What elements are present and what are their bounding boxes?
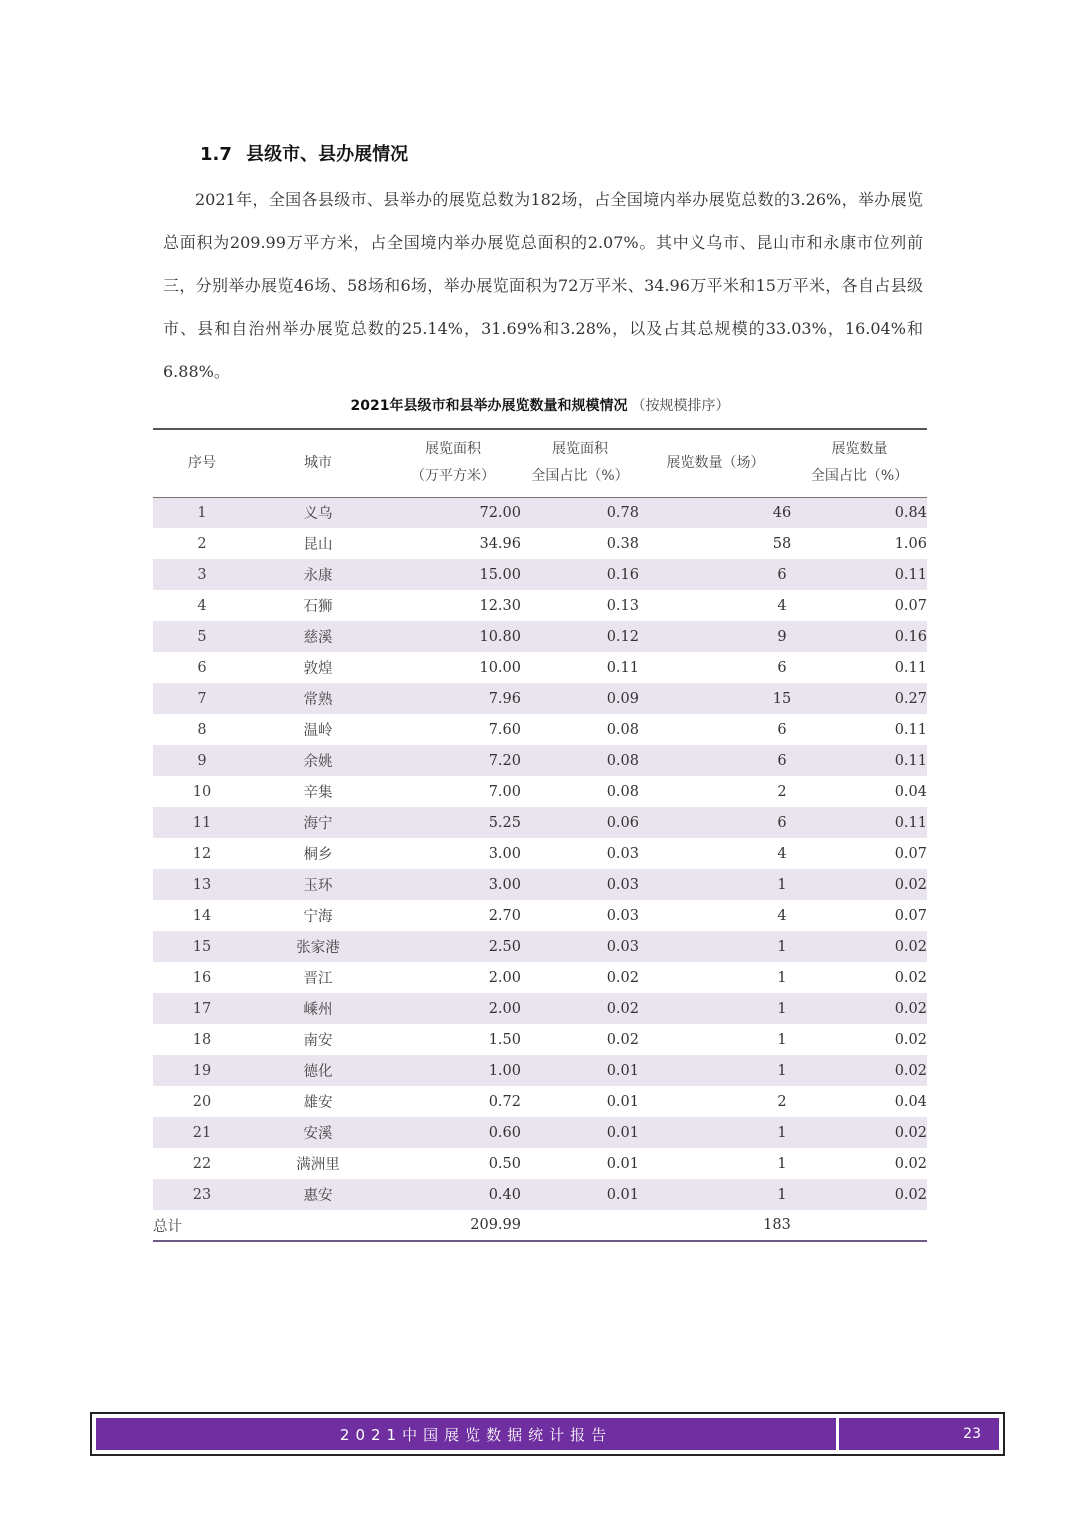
table-caption — [0, 395, 1080, 415]
cell-city: 宁海 — [303, 909, 333, 925]
cell-count-pct: 1.06 — [894, 535, 927, 552]
table-row — [153, 714, 927, 745]
cell-area: 7.96 — [488, 690, 521, 707]
cell-area: 7.20 — [488, 752, 521, 769]
table-row — [153, 1117, 927, 1148]
cell-area: 3.00 — [488, 845, 521, 862]
cell-index: 15 — [192, 938, 212, 955]
table-caption-note: （按规模排序） — [631, 398, 730, 414]
cell-count-value: 1 — [777, 938, 787, 955]
cell-area-pct: 0.01 — [606, 1186, 639, 1203]
cell-index: 13 — [192, 876, 212, 893]
footer-bar — [96, 1418, 999, 1450]
cell-city: 温岭 — [303, 723, 333, 739]
cell-count-value: 4 — [777, 845, 787, 862]
cell-area-pct: 0.08 — [606, 721, 639, 738]
table-row — [153, 1148, 927, 1179]
cell-index: 11 — [192, 814, 212, 831]
cell-count — [639, 683, 792, 714]
cell-area-pct: 0.01 — [606, 1124, 639, 1141]
section-title: 县级市、县办展情况 — [246, 144, 409, 165]
table-row — [153, 807, 927, 838]
body-paragraph: 2021年，全国各县级市、县举办的展览总数为182场，占全国境内举办展览总数的3.26%，举办展览总面积为209.99万平方米，占全国境内举办展览总面积的2.07%。其中义乌市、昆山市和永康市位列前三，分别举办展览46场、58场和6场，举办展览面积为72万平米、34.96万平米和15万平米，各自占县级市、县和自治州举办展览总数的25.14%，31.69%和3.28%，以及占其总规模的33.03%，16.04%和6.88%。 — [163, 190, 923, 381]
cell-area-pct: 0.02 — [606, 969, 639, 986]
total-count-pct-empty — [792, 1210, 927, 1241]
cell-count — [639, 652, 792, 683]
cell-index: 3 — [197, 566, 207, 583]
cell-count — [639, 900, 792, 931]
table-row — [153, 993, 927, 1024]
cell-count-pct: 0.02 — [894, 969, 927, 986]
table-row — [153, 528, 927, 559]
cell-area: 7.00 — [488, 783, 521, 800]
cell-area: 0.60 — [488, 1124, 521, 1141]
cell-city: 雄安 — [303, 1095, 333, 1111]
cell-count-value: 46 — [772, 504, 792, 521]
table-total-row — [153, 1210, 927, 1241]
header-city: 城市 — [251, 429, 385, 497]
cell-area: 7.60 — [488, 721, 521, 738]
header-area-pct-line1: 展览面积 — [552, 441, 608, 458]
cell-count — [639, 1179, 792, 1210]
table-row — [153, 683, 927, 714]
cell-count — [639, 590, 792, 621]
cell-area-pct: 0.03 — [606, 845, 639, 862]
table-row — [153, 1179, 927, 1210]
cell-index: 17 — [192, 1000, 212, 1017]
cell-count-pct: 0.02 — [894, 1186, 927, 1203]
table-row — [153, 652, 927, 683]
table-row — [153, 838, 927, 869]
cell-area: 10.00 — [479, 659, 521, 676]
total-city-empty — [251, 1210, 385, 1241]
cell-count-value: 2 — [777, 783, 787, 800]
table-header-row — [153, 429, 927, 497]
table-body — [153, 497, 927, 1241]
cell-area-pct: 0.08 — [606, 783, 639, 800]
cell-area: 72.00 — [479, 504, 521, 521]
cell-count-pct: 0.07 — [894, 907, 927, 924]
cell-count-value: 1 — [777, 1062, 787, 1079]
cell-count-pct: 0.02 — [894, 876, 927, 893]
cell-count-value: 58 — [772, 535, 792, 552]
cell-count — [639, 838, 792, 869]
cell-index: 22 — [192, 1155, 212, 1172]
header-count-pct-line1: 展览数量 — [831, 441, 888, 458]
cell-count-pct: 0.11 — [894, 721, 927, 738]
header-index: 序号 — [153, 429, 251, 497]
cell-area-pct: 0.78 — [606, 504, 639, 521]
header-count: 展览数量（场） — [639, 429, 792, 497]
table-row — [153, 776, 927, 807]
cell-count-pct: 0.02 — [894, 1124, 927, 1141]
cell-area-pct: 0.08 — [606, 752, 639, 769]
cell-city: 惠安 — [303, 1188, 333, 1204]
cell-count-value: 1 — [777, 1031, 787, 1048]
cell-area: 0.50 — [488, 1155, 521, 1172]
cell-area-pct: 0.13 — [606, 597, 639, 614]
section-number: 1.7 — [200, 144, 232, 165]
cell-count-pct: 0.16 — [894, 628, 927, 645]
table-row — [153, 559, 927, 590]
cell-count — [639, 1024, 792, 1055]
cell-area-pct: 0.09 — [606, 690, 639, 707]
table-row — [153, 869, 927, 900]
cell-area-pct: 0.16 — [606, 566, 639, 583]
header-area-pct-line2: 全国占比（%） — [531, 468, 629, 485]
total-area-pct-empty — [521, 1210, 639, 1241]
cell-count-value: 1 — [777, 969, 787, 986]
cell-city: 桐乡 — [303, 847, 333, 863]
cell-city: 昆山 — [303, 537, 333, 553]
cell-area-pct: 0.02 — [606, 1031, 639, 1048]
cell-area: 1.00 — [488, 1062, 521, 1079]
table-row — [153, 1086, 927, 1117]
page-footer — [90, 1412, 1005, 1456]
header-area-pct — [521, 429, 639, 497]
cell-city: 余姚 — [303, 754, 333, 770]
cell-count — [639, 559, 792, 590]
cell-index: 20 — [192, 1093, 212, 1110]
cell-count-pct: 0.02 — [894, 938, 927, 955]
total-count-value: 183 — [763, 1217, 791, 1233]
cell-count-value: 9 — [777, 628, 787, 645]
cell-area-pct: 0.03 — [606, 907, 639, 924]
cell-count-value: 6 — [777, 814, 787, 831]
cell-count-pct: 0.84 — [894, 504, 927, 521]
cell-count — [639, 776, 792, 807]
table-row — [153, 900, 927, 931]
cell-area-pct: 0.02 — [606, 1000, 639, 1017]
cell-city: 张家港 — [296, 940, 340, 956]
cell-count-pct: 0.11 — [894, 752, 927, 769]
cell-city: 常熟 — [303, 692, 333, 708]
header-count-pct-line2: 全国占比（%） — [810, 468, 909, 485]
cell-count — [639, 1148, 792, 1179]
header-count-pct — [792, 429, 927, 497]
cell-index: 8 — [197, 721, 207, 738]
header-area — [385, 429, 521, 497]
cell-index: 5 — [197, 628, 207, 645]
cell-city: 慈溪 — [303, 630, 333, 646]
table-row — [153, 1024, 927, 1055]
cell-index: 16 — [192, 969, 212, 986]
cell-index: 18 — [192, 1031, 212, 1048]
cell-area-pct: 0.06 — [606, 814, 639, 831]
cell-index: 7 — [197, 690, 207, 707]
cell-count-value: 6 — [777, 752, 787, 769]
cell-count-pct: 0.11 — [894, 814, 927, 831]
cell-area-pct: 0.38 — [606, 535, 639, 552]
cell-count-pct: 0.27 — [894, 690, 927, 707]
cell-area: 3.00 — [488, 876, 521, 893]
cell-area-pct: 0.01 — [606, 1093, 639, 1110]
table-row — [153, 745, 927, 776]
cell-city: 敦煌 — [303, 661, 333, 677]
cell-index: 21 — [192, 1124, 212, 1141]
cell-area-pct: 0.03 — [606, 876, 639, 893]
cell-area: 12.30 — [479, 597, 521, 614]
cell-count — [639, 528, 792, 559]
cell-count-value: 15 — [772, 690, 792, 707]
cell-index: 12 — [192, 845, 212, 862]
cell-area-pct: 0.01 — [606, 1155, 639, 1172]
cell-area-pct: 0.01 — [606, 1062, 639, 1079]
cell-count — [639, 745, 792, 776]
table-caption-title: 2021年县级市和县举办展览数量和规模情况 — [350, 398, 628, 414]
page-number: 23 — [963, 1426, 981, 1442]
cell-area: 2.70 — [488, 907, 521, 924]
cell-count — [639, 1086, 792, 1117]
cell-area: 1.50 — [488, 1031, 521, 1048]
cell-count — [639, 714, 792, 745]
cell-city: 玉环 — [303, 878, 333, 894]
cell-count-value: 4 — [777, 597, 787, 614]
cell-city: 南安 — [303, 1033, 333, 1049]
cell-city: 海宁 — [303, 816, 333, 832]
cell-city: 安溪 — [303, 1126, 333, 1142]
cell-area: 34.96 — [479, 535, 521, 552]
cell-city: 永康 — [303, 568, 333, 584]
cell-index: 9 — [197, 752, 207, 769]
table-row — [153, 590, 927, 621]
cell-area: 10.80 — [479, 628, 521, 645]
cell-count-value: 1 — [777, 1124, 787, 1141]
cell-count-pct: 0.11 — [894, 659, 927, 676]
cell-count — [639, 931, 792, 962]
cell-count-value: 1 — [777, 1000, 787, 1017]
section-heading — [200, 140, 408, 166]
footer-title: 2021中国展览数据统计报告 — [339, 1425, 613, 1444]
table-row — [153, 962, 927, 993]
cell-city: 满洲里 — [296, 1157, 340, 1173]
cell-count-value: 1 — [777, 1155, 787, 1172]
cell-area-pct: 0.11 — [606, 659, 639, 676]
cell-count — [639, 621, 792, 652]
cell-city: 辛集 — [303, 785, 333, 801]
cell-count-pct: 0.02 — [894, 1062, 927, 1079]
table-row — [153, 1055, 927, 1086]
cell-city: 义乌 — [303, 506, 333, 523]
cell-count — [639, 869, 792, 900]
cell-area: 15.00 — [479, 566, 521, 583]
table-row — [153, 497, 927, 528]
cell-count-pct: 0.04 — [894, 783, 927, 800]
cell-count-pct: 0.07 — [894, 597, 927, 614]
cell-index: 10 — [192, 783, 212, 800]
cell-area: 0.72 — [488, 1093, 521, 1110]
header-area-line1: 展览面积 — [425, 441, 481, 458]
table-row — [153, 931, 927, 962]
cell-index: 23 — [192, 1186, 212, 1203]
cell-area: 2.00 — [488, 1000, 521, 1017]
cell-area-pct: 0.03 — [606, 938, 639, 955]
cell-count-pct: 0.11 — [894, 566, 927, 583]
cell-count-value: 2 — [777, 1093, 787, 1110]
cell-area-pct: 0.12 — [606, 628, 639, 645]
cell-count — [639, 993, 792, 1024]
cell-area: 2.50 — [488, 938, 521, 955]
cell-index: 6 — [197, 659, 207, 676]
cell-count-value: 1 — [777, 876, 787, 893]
cell-index: 19 — [192, 1062, 212, 1079]
cell-count — [639, 962, 792, 993]
cell-count-pct: 0.02 — [894, 1155, 927, 1172]
cell-count-value: 6 — [777, 659, 787, 676]
cell-index: 2 — [197, 535, 207, 552]
cell-city: 嵊州 — [303, 1002, 333, 1018]
cell-index: 1 — [197, 504, 207, 521]
cell-count-value: 6 — [777, 566, 787, 583]
cell-city: 石狮 — [303, 599, 333, 615]
cell-count — [639, 1117, 792, 1148]
cell-count-pct: 0.02 — [894, 1031, 927, 1048]
cell-count — [639, 807, 792, 838]
cell-count — [639, 497, 792, 528]
cell-count-value: 6 — [777, 721, 787, 738]
cell-count-pct: 0.04 — [894, 1093, 927, 1110]
cell-city: 德化 — [303, 1064, 333, 1080]
cell-city: 晋江 — [303, 971, 333, 987]
cell-count-pct: 0.02 — [894, 1000, 927, 1017]
cell-count-pct: 0.07 — [894, 845, 927, 862]
header-area-line2: （万平方米） — [411, 468, 495, 485]
cell-area: 2.00 — [488, 969, 521, 986]
cell-count-value: 1 — [777, 1186, 787, 1203]
total-count — [639, 1210, 792, 1241]
cell-area: 5.25 — [488, 814, 521, 831]
cell-index: 14 — [192, 907, 212, 924]
table-row — [153, 621, 927, 652]
exhibition-table — [153, 428, 927, 1242]
total-label: 总计 — [153, 1218, 182, 1235]
cell-area: 0.40 — [488, 1186, 521, 1203]
cell-index: 4 — [197, 597, 207, 614]
total-area: 209.99 — [470, 1217, 521, 1233]
cell-count-value: 4 — [777, 907, 787, 924]
cell-count — [639, 1055, 792, 1086]
